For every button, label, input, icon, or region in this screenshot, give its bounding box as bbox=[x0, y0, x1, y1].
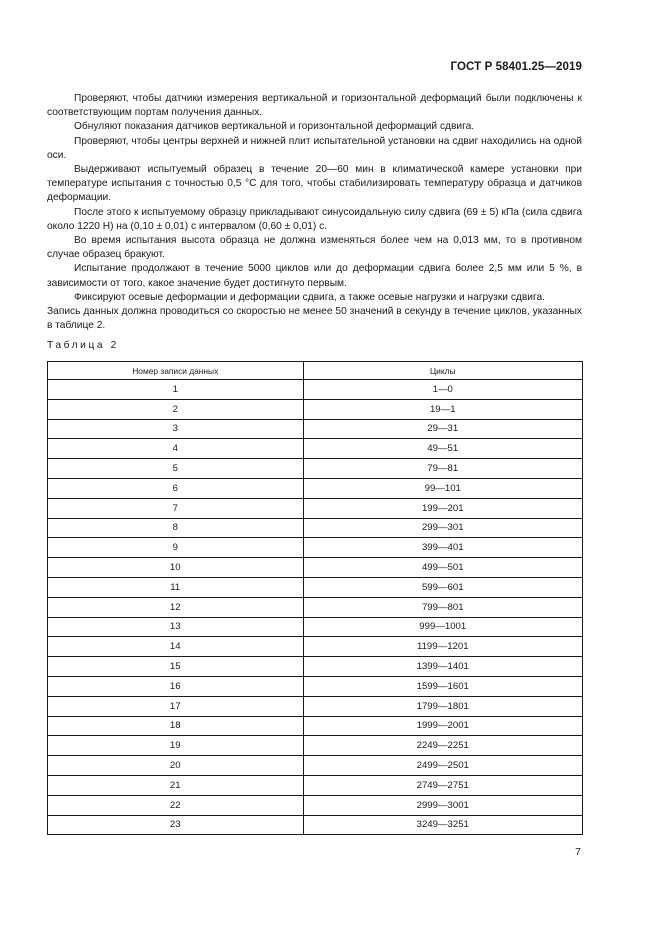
cell-cycles: 2749—2751 bbox=[303, 775, 582, 795]
paragraph: Проверяют, чтобы центры верхней и нижней плит испытательной установки на сдвиг находились на одной оси. bbox=[47, 135, 582, 161]
cell-cycles: 3249—3251 bbox=[303, 815, 582, 835]
cell-record-number: 23 bbox=[48, 815, 304, 835]
cell-record-number: 3 bbox=[48, 419, 304, 439]
cell-cycles: 799—801 bbox=[303, 597, 582, 617]
table-header-row bbox=[48, 362, 583, 380]
table-row bbox=[48, 399, 583, 419]
cell-record-number: 14 bbox=[48, 637, 304, 657]
cell-record-number: 18 bbox=[48, 716, 304, 736]
table-row bbox=[48, 597, 583, 617]
table-row bbox=[48, 518, 583, 538]
cell-cycles: 499—501 bbox=[303, 558, 582, 578]
cell-cycles: 1—0 bbox=[303, 380, 582, 400]
cell-cycles: 19—1 bbox=[303, 399, 582, 419]
cell-record-number: 2 bbox=[48, 399, 304, 419]
table-row bbox=[48, 558, 583, 578]
cell-record-number: 22 bbox=[48, 795, 304, 815]
cell-record-number: 1 bbox=[48, 380, 304, 400]
table-row bbox=[48, 696, 583, 716]
document-header: ГОСТ Р 58401.25—2019 bbox=[450, 61, 582, 73]
cell-record-number: 10 bbox=[48, 558, 304, 578]
table-row bbox=[48, 815, 583, 835]
cell-record-number: 6 bbox=[48, 478, 304, 498]
cell-cycles: 2499—2501 bbox=[303, 756, 582, 776]
column-header-record-number: Номер записи данных bbox=[48, 362, 304, 380]
cell-cycles: 199—201 bbox=[303, 498, 582, 518]
cell-record-number: 5 bbox=[48, 459, 304, 479]
table-row bbox=[48, 498, 583, 518]
cell-cycles: 99—101 bbox=[303, 478, 582, 498]
table-row bbox=[48, 380, 583, 400]
paragraph: Во время испытания высота образца не должна изменяться более чем на 0,013 мм, то в противном случае образец бракуют. bbox=[47, 235, 582, 261]
cell-cycles: 1599—1601 bbox=[303, 676, 582, 696]
table-row bbox=[48, 459, 583, 479]
cell-record-number: 12 bbox=[48, 597, 304, 617]
cycles-table bbox=[47, 361, 583, 835]
cell-cycles: 1799—1801 bbox=[303, 696, 582, 716]
table-row bbox=[48, 657, 583, 677]
cell-record-number: 15 bbox=[48, 657, 304, 677]
cell-record-number: 16 bbox=[48, 676, 304, 696]
paragraph: Обнуляют показания датчиков вертикальной и горизонтальной деформаций сдвига. bbox=[74, 121, 475, 133]
table-row bbox=[48, 419, 583, 439]
table-row bbox=[48, 637, 583, 657]
cell-record-number: 4 bbox=[48, 439, 304, 459]
cell-cycles: 1199—1201 bbox=[303, 637, 582, 657]
table-row bbox=[48, 439, 583, 459]
cell-cycles: 399—401 bbox=[303, 538, 582, 558]
body-text bbox=[47, 92, 582, 333]
cell-record-number: 13 bbox=[48, 617, 304, 637]
cell-record-number: 11 bbox=[48, 577, 304, 597]
cell-cycles: 1399—1401 bbox=[303, 657, 582, 677]
paragraph: Фиксируют осевые деформации и деформации сдвига, а также осевые нагрузки и нагрузки сдвига. bbox=[74, 291, 545, 303]
paragraph: Проверяют, чтобы датчики измерения вертикальной и горизонтальной деформаций были подключены к соответствующим портам получения данных. bbox=[47, 93, 582, 119]
table-row bbox=[48, 577, 583, 597]
cell-record-number: 9 bbox=[48, 538, 304, 558]
table-row bbox=[48, 736, 583, 756]
table-row bbox=[48, 775, 583, 795]
table-row bbox=[48, 756, 583, 776]
cell-cycles: 2999—3001 bbox=[303, 795, 582, 815]
cell-record-number: 19 bbox=[48, 736, 304, 756]
paragraph: Выдерживают испытуемый образец в течение 20—60 мин в климатической камере установки при температуре испытания с точностью 0,5 °С для того, чтобы стабилизировать температуру образца и датчиков деформации. bbox=[47, 164, 582, 204]
cell-record-number: 8 bbox=[48, 518, 304, 538]
cell-cycles: 29—31 bbox=[303, 419, 582, 439]
table-row bbox=[48, 478, 583, 498]
cell-record-number: 17 bbox=[48, 696, 304, 716]
column-header-cycles: Циклы bbox=[303, 362, 582, 380]
table-row bbox=[48, 617, 583, 637]
table-caption: Таблица 2 bbox=[47, 340, 119, 351]
cell-record-number: 21 bbox=[48, 775, 304, 795]
cell-record-number: 20 bbox=[48, 756, 304, 776]
cell-cycles: 2249—2251 bbox=[303, 736, 582, 756]
cell-cycles: 79—81 bbox=[303, 459, 582, 479]
table-row bbox=[48, 795, 583, 815]
cell-cycles: 49—51 bbox=[303, 439, 582, 459]
table-row bbox=[48, 676, 583, 696]
cell-cycles: 599—601 bbox=[303, 577, 582, 597]
table-row bbox=[48, 538, 583, 558]
page-number: 7 bbox=[575, 846, 581, 858]
table-row bbox=[48, 716, 583, 736]
paragraph: Испытание продолжают в течение 5000 циклов или до деформации сдвига более 2,5 мм или 5 %, в зависимости от того, какое значение будет достигнуто первым. bbox=[47, 263, 582, 289]
paragraph: После этого к испытуемому образцу прикладывают синусоидальную силу сдвига (69 ± 5) кПа (сила сдвига около 1220 Н) на (0,10 ± 0,01) с интервалом (0,60 ± 0,01) с. bbox=[47, 206, 582, 232]
cell-cycles: 1999—2001 bbox=[303, 716, 582, 736]
paragraph: Запись данных должна проводиться со скоростью не менее 50 значений в секунду в течение циклов, указанных в таблице 2. bbox=[47, 306, 582, 332]
cell-cycles: 299—301 bbox=[303, 518, 582, 538]
cell-record-number: 7 bbox=[48, 498, 304, 518]
cell-cycles: 999—1001 bbox=[303, 617, 582, 637]
